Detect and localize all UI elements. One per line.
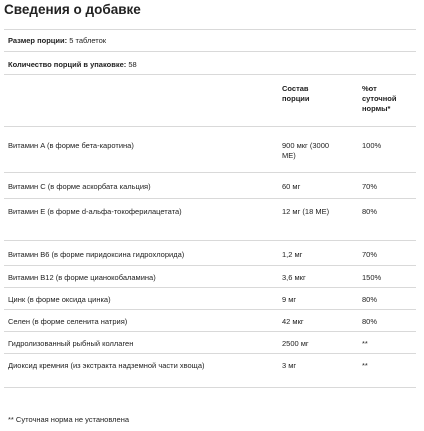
nutrient-name: Витамин B6 (в форме пиридоксина гидрохлорида) [8,250,185,259]
divider [4,74,416,75]
nutrient-name: Витамин B12 (в форме цианокобаламина) [8,273,156,282]
nutrient-daily-value: 100% [362,141,382,150]
nutrient-daily-value: 80% [362,317,378,326]
divider [4,353,416,354]
divider [4,309,416,310]
divider [4,29,416,30]
nutrient-amount: 900 мкг (3000 МЕ) [282,141,330,160]
column-header-amount: Состав порции [282,84,310,103]
nutrient-daily-value: 80% [362,295,378,304]
divider [4,331,416,332]
nutrient-name: Витамин A (в форме бета-каротина) [8,141,134,150]
nutrient-amount: 1,2 мг [282,250,303,259]
nutrient-name: Гидролизованный рыбный коллаген [8,339,134,348]
servings-per-container-value: 58 [128,60,137,69]
nutrient-name: Витамин E (в форме d-альфа-токоферилацетата) [8,207,182,216]
nutrient-amount: 2500 мг [282,339,309,348]
footnote: ** Суточная норма не установлена [8,415,130,424]
nutrient-name: Цинк (в форме оксида цинка) [8,295,111,304]
servings-per-container-label: Количество порций в упаковке: [8,60,127,69]
divider [4,287,416,288]
divider [4,265,416,266]
nutrient-daily-value: 150% [362,273,382,282]
nutrient-amount: 9 мг [282,295,297,304]
page-title: Сведения о добавке [4,2,141,17]
nutrient-amount: 12 мг (18 МЕ) [282,207,330,216]
nutrient-daily-value: ** [362,339,368,348]
serving-size-label: Размер порции: [8,36,68,45]
nutrient-daily-value: 70% [362,182,378,191]
nutrient-name: Диоксид кремния (из экстракта надземной части хвоща) [8,361,205,370]
servings-per-container [8,60,137,69]
divider [4,387,416,388]
nutrient-daily-value: 80% [362,207,378,216]
nutrient-amount: 42 мкг [282,317,304,326]
divider [4,172,416,173]
nutrient-amount: 60 мг [282,182,301,191]
nutrient-amount: 3 мг [282,361,297,370]
divider [4,51,416,52]
nutrient-amount: 3,6 мкг [282,273,306,282]
column-header-daily-value: %от суточной нормы* [362,84,397,113]
nutrient-daily-value: ** [362,361,368,370]
divider [4,198,416,199]
nutrient-name: Витамин C (в форме аскорбата кальция) [8,182,151,191]
serving-size-value: 5 таблеток [69,36,107,45]
serving-size [8,36,106,45]
divider [4,240,416,241]
divider [4,126,416,127]
nutrient-daily-value: 70% [362,250,378,259]
nutrient-name: Селен (в форме селенита натрия) [8,317,128,326]
